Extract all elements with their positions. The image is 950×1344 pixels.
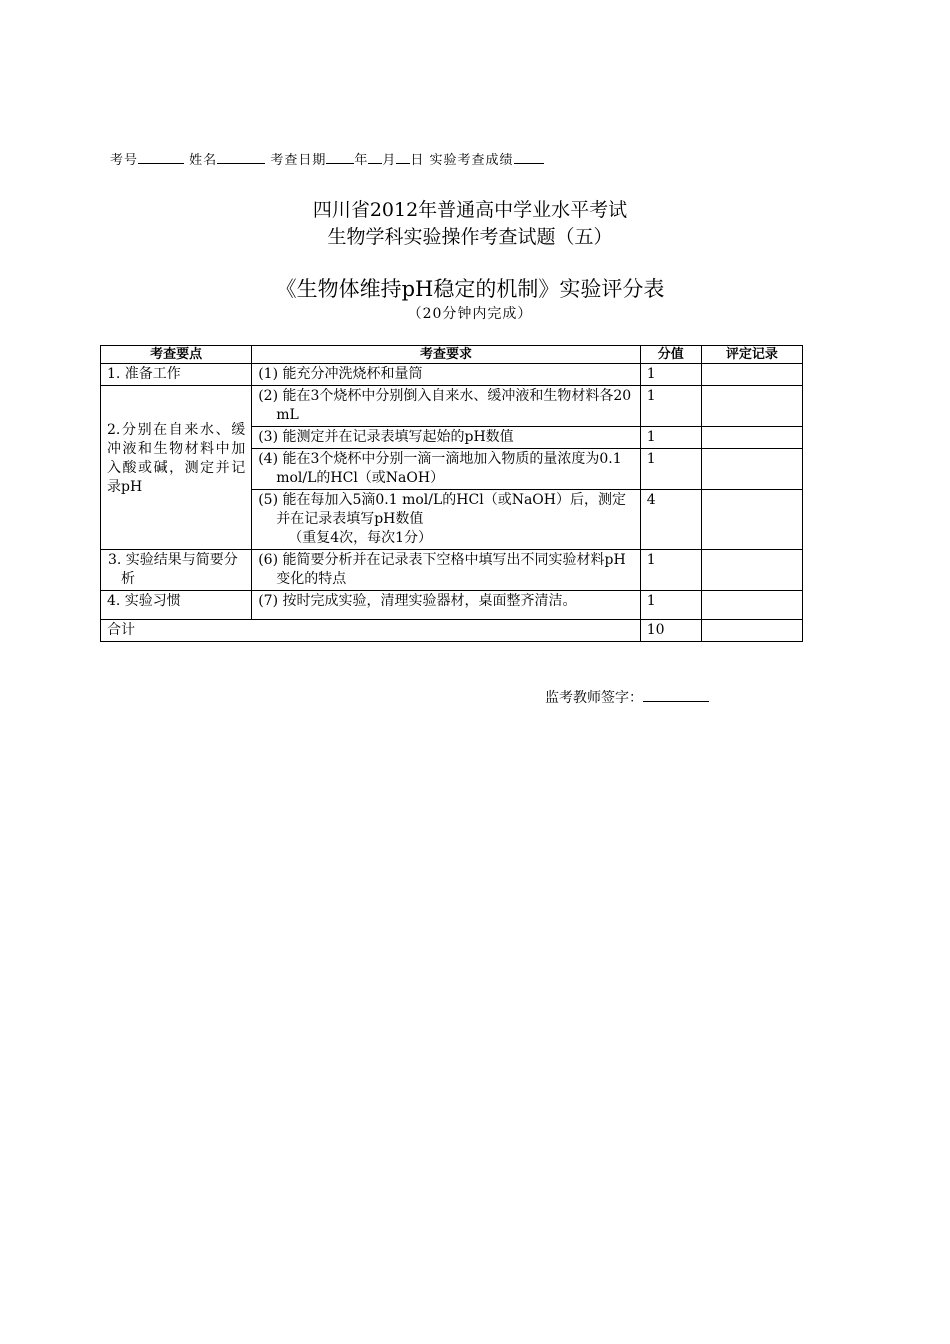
score-label: 实验考查成绩 bbox=[429, 153, 514, 168]
total-record-cell[interactable] bbox=[701, 620, 802, 642]
record-cell[interactable] bbox=[701, 550, 802, 591]
score-cell: 4 bbox=[640, 490, 701, 550]
signature-label: 监考教师签字： bbox=[545, 690, 643, 706]
total-score: 10 bbox=[640, 620, 701, 642]
requirement-text: (5) 能在每加入5滴0.1 mol/L的HCl（或NaOH）后，测定并在记录表填写pH数值 bbox=[258, 492, 626, 527]
requirement-cell: (4) 能在3个烧杯中分别一滴一滴地加入物质的量浓度为0.1 mol/L的HCl（或NaOH） bbox=[252, 449, 641, 490]
name-blank[interactable] bbox=[217, 151, 265, 164]
score-table bbox=[100, 345, 803, 642]
year-label: 年 bbox=[354, 153, 369, 168]
day-label: 日 bbox=[410, 153, 425, 168]
point-cell: 4. 实验习惯 bbox=[101, 591, 252, 620]
year-blank[interactable] bbox=[326, 151, 354, 164]
title-score-sheet: 《生物体维持pH稳定的机制》实验评分表 bbox=[275, 277, 665, 301]
day-blank[interactable] bbox=[396, 151, 410, 164]
header-point: 考查要点 bbox=[101, 346, 252, 364]
month-label: 月 bbox=[382, 153, 397, 168]
point-cell: 1. 准备工作 bbox=[101, 364, 252, 386]
point-cell: 2.分别在自来水、缓冲液和生物材料中加入酸或碱，测定并记录pH bbox=[101, 386, 252, 550]
table-row bbox=[101, 386, 803, 427]
requirement-cell: (3) 能测定并在记录表填写起始的pH数值 bbox=[252, 427, 641, 449]
score-cell: 1 bbox=[640, 364, 701, 386]
title-exam: 四川省2012年普通高中学业水平考试 bbox=[312, 199, 628, 221]
total-row bbox=[101, 620, 803, 642]
total-label: 合计 bbox=[101, 620, 641, 642]
date-label: 考查日期 bbox=[270, 153, 327, 168]
exam-no-blank[interactable] bbox=[138, 151, 184, 164]
record-cell[interactable] bbox=[701, 591, 802, 620]
header-record: 评定记录 bbox=[701, 346, 802, 364]
exam-no-label: 考号 bbox=[110, 153, 139, 168]
record-cell[interactable] bbox=[701, 386, 802, 427]
title-time-limit: （20分钟内完成） bbox=[407, 306, 533, 322]
name-label: 姓名 bbox=[189, 153, 218, 168]
score-cell: 1 bbox=[640, 427, 701, 449]
record-cell[interactable] bbox=[701, 364, 802, 386]
requirement-note: （重复4次，每次1分） bbox=[288, 530, 433, 546]
signature-line bbox=[545, 687, 709, 707]
requirement-cell bbox=[252, 490, 641, 550]
score-cell: 1 bbox=[640, 386, 701, 427]
requirement-cell: (2) 能在3个烧杯中分别倒入自来水、缓冲液和生物材料各20 mL bbox=[252, 386, 641, 427]
header-requirement: 考查要求 bbox=[252, 346, 641, 364]
score-cell: 1 bbox=[640, 550, 701, 591]
point-cell: 3. 实验结果与简要分析 bbox=[101, 550, 252, 591]
signature-blank[interactable] bbox=[643, 689, 709, 702]
record-cell[interactable] bbox=[701, 449, 802, 490]
score-blank[interactable] bbox=[514, 151, 544, 164]
table-row bbox=[101, 364, 803, 386]
header-score: 分值 bbox=[640, 346, 701, 364]
record-cell[interactable] bbox=[701, 427, 802, 449]
score-cell: 1 bbox=[640, 591, 701, 620]
header-info-line bbox=[110, 149, 544, 168]
table-header-row bbox=[101, 346, 803, 364]
requirement-cell: (1) 能充分冲洗烧杯和量筒 bbox=[252, 364, 641, 386]
score-cell: 1 bbox=[640, 449, 701, 490]
requirement-cell: (7) 按时完成实验，清理实验器材，桌面整齐清洁。 bbox=[252, 591, 641, 620]
record-cell[interactable] bbox=[701, 490, 802, 550]
requirement-cell: (6) 能简要分析并在记录表下空格中填写出不同实验材料pH变化的特点 bbox=[252, 550, 641, 591]
month-blank[interactable] bbox=[368, 151, 382, 164]
table-row bbox=[101, 550, 803, 591]
title-subject: 生物学科实验操作考查试题（五） bbox=[327, 226, 613, 248]
table-row bbox=[101, 591, 803, 620]
